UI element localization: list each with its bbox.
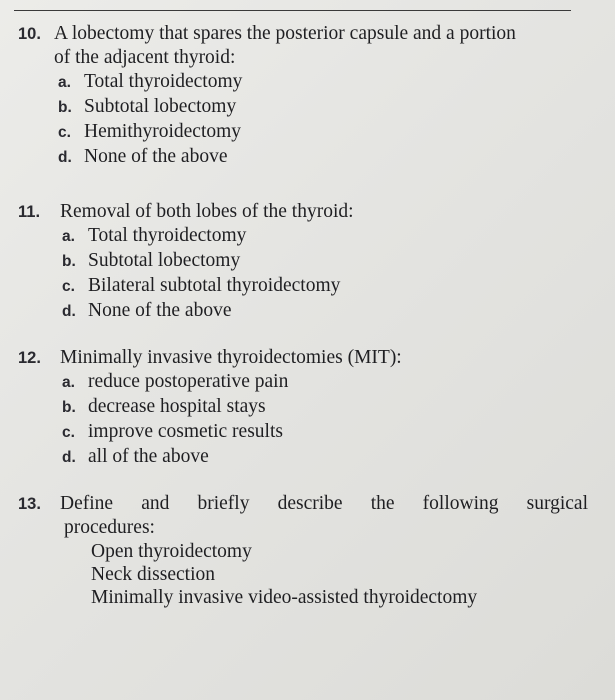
question-line-1: A lobectomy that spares the posterior capsule and a portion bbox=[54, 23, 516, 44]
question-text bbox=[18, 22, 588, 46]
option-letter: b. bbox=[62, 253, 76, 270]
option-letter: d. bbox=[62, 449, 76, 466]
question-11 bbox=[18, 200, 588, 324]
option-letter: b. bbox=[62, 399, 76, 416]
question-number: 10. bbox=[18, 25, 41, 43]
question-line-2: of the adjacent thyroid: bbox=[54, 47, 236, 68]
option-text: Total thyroidectomy bbox=[84, 71, 243, 92]
option-d bbox=[18, 145, 588, 170]
option-c bbox=[18, 420, 588, 445]
option-b bbox=[18, 395, 588, 420]
option-letter: b. bbox=[58, 99, 72, 116]
option-a bbox=[18, 224, 588, 249]
question-line-1: Define and briefly describe the following surgical bbox=[60, 493, 588, 514]
option-text: all of the above bbox=[88, 446, 209, 467]
option-text: Subtotal lobectomy bbox=[84, 96, 237, 117]
procedure-item: Neck dissection bbox=[91, 564, 216, 585]
option-d bbox=[18, 299, 588, 324]
option-c bbox=[18, 120, 588, 145]
option-b bbox=[18, 95, 588, 120]
option-b bbox=[18, 249, 588, 274]
option-text: decrease hospital stays bbox=[88, 396, 266, 417]
option-text: Bilateral subtotal thyroidectomy bbox=[88, 275, 341, 296]
question-text bbox=[18, 492, 588, 516]
option-c bbox=[18, 274, 588, 299]
option-letter: a. bbox=[62, 228, 75, 245]
question-12 bbox=[18, 346, 588, 470]
option-letter: c. bbox=[62, 278, 75, 295]
option-d bbox=[18, 445, 588, 470]
option-letter: c. bbox=[58, 124, 71, 141]
top-rule bbox=[14, 10, 571, 11]
option-text: Hemithyroidectomy bbox=[84, 121, 242, 142]
option-letter: a. bbox=[62, 374, 75, 391]
option-letter: d. bbox=[62, 303, 76, 320]
option-text: reduce postoperative pain bbox=[88, 371, 289, 392]
question-number: 11. bbox=[18, 203, 41, 221]
option-a bbox=[18, 370, 588, 395]
question-text bbox=[18, 346, 588, 370]
question-13 bbox=[18, 492, 588, 609]
question-10 bbox=[18, 22, 588, 170]
question-line-1: Removal of both lobes of the thyroid: bbox=[60, 201, 354, 222]
procedure-item: Minimally invasive video-assisted thyroidectomy bbox=[91, 587, 478, 608]
procedure-item: Open thyroidectomy bbox=[91, 541, 252, 562]
question-number: 12. bbox=[18, 349, 41, 367]
option-letter: c. bbox=[62, 424, 75, 441]
question-line-2: procedures: bbox=[64, 517, 155, 538]
option-a bbox=[18, 70, 588, 95]
option-text: Total thyroidectomy bbox=[88, 225, 247, 246]
option-letter: d. bbox=[58, 149, 72, 166]
option-text: Subtotal lobectomy bbox=[88, 250, 241, 271]
question-number: 13. bbox=[18, 495, 41, 513]
option-text: None of the above bbox=[88, 300, 232, 321]
question-line-1: Minimally invasive thyroidectomies (MIT): bbox=[60, 347, 402, 368]
option-text: improve cosmetic results bbox=[88, 421, 283, 442]
option-letter: a. bbox=[58, 74, 71, 91]
question-text bbox=[18, 200, 588, 224]
option-text: None of the above bbox=[84, 146, 228, 167]
